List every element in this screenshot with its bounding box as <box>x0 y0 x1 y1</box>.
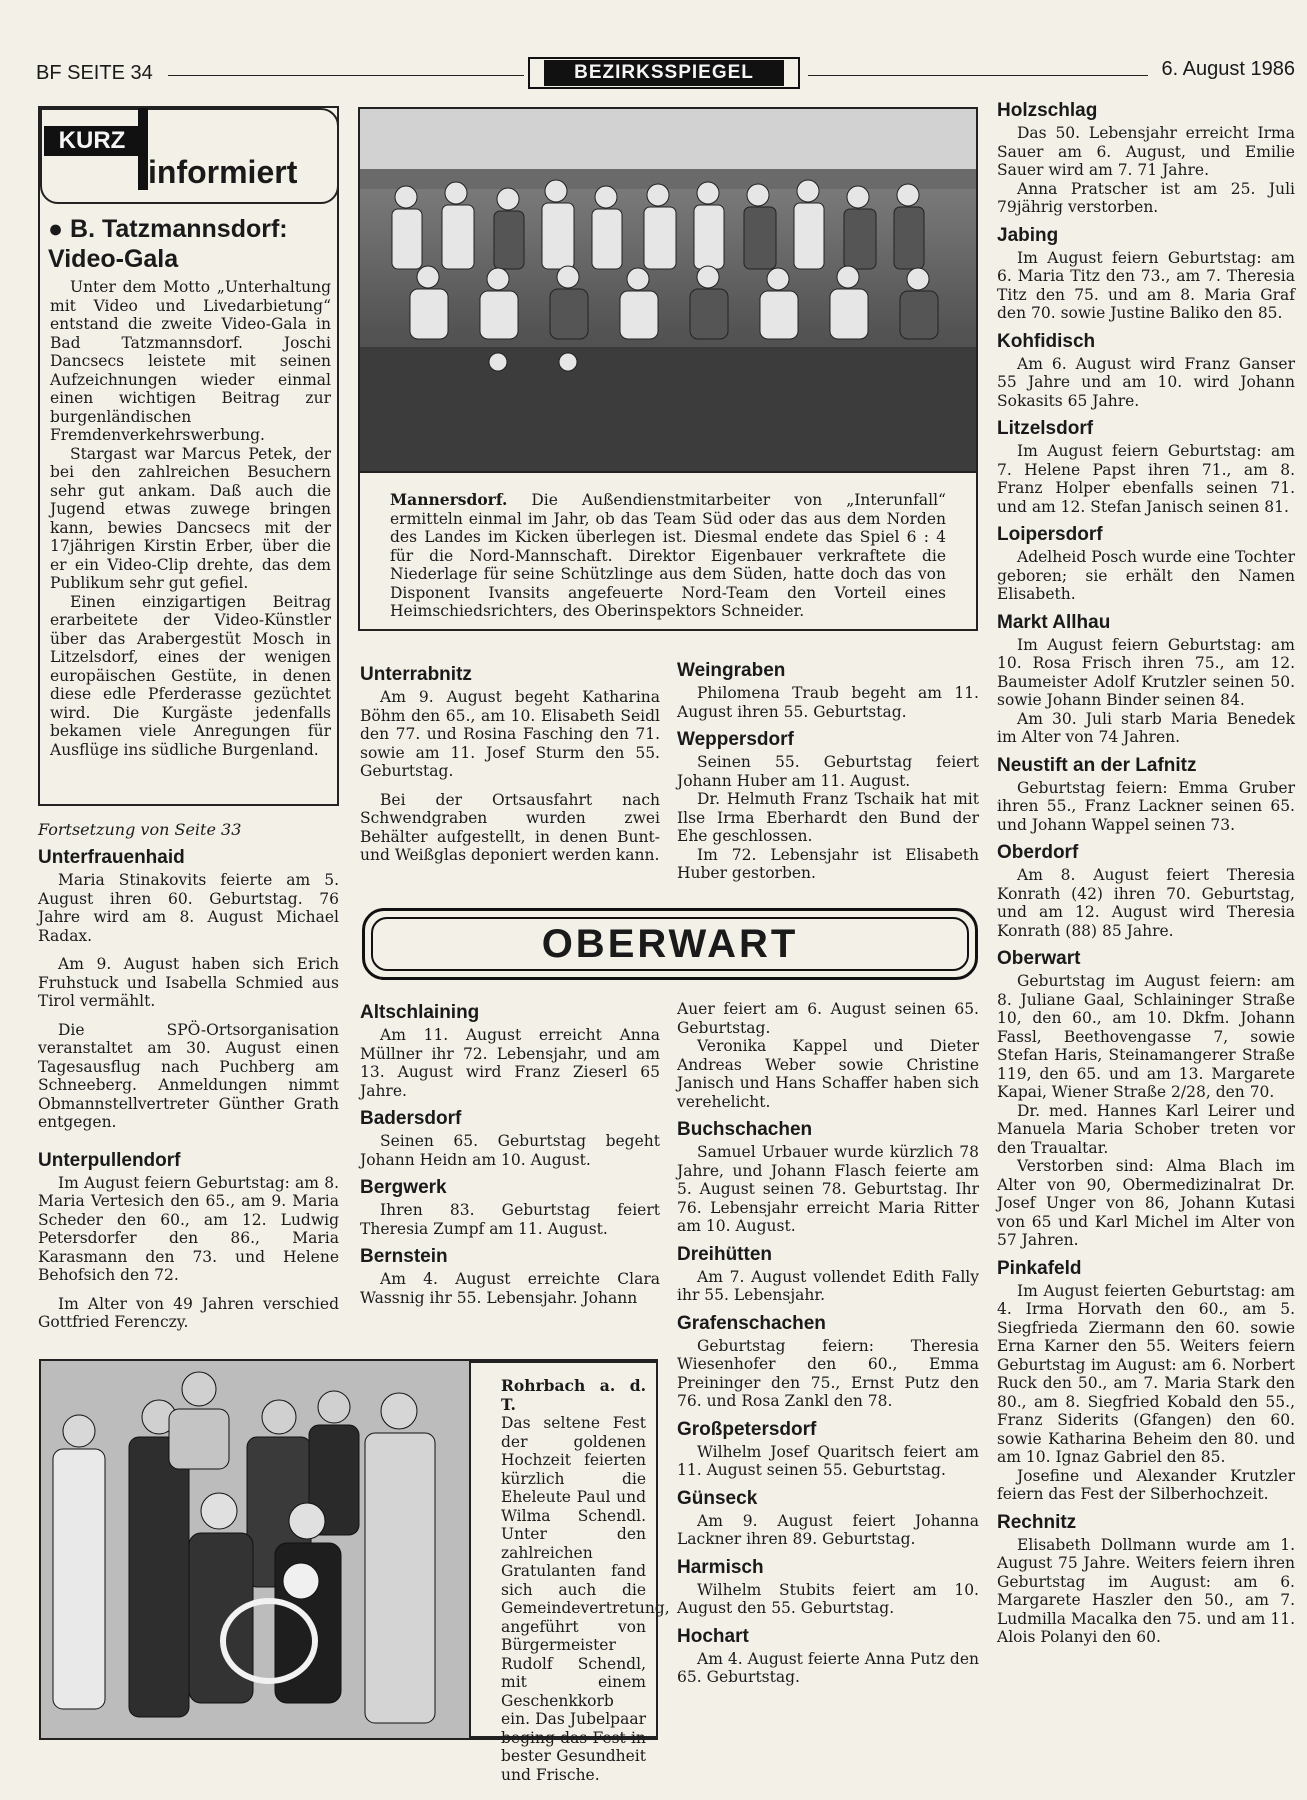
article-paragraph: Anna Pratscher ist am 25. Juli 79jährig verstorben. <box>997 179 1295 216</box>
article-title: Holzschlag <box>997 100 1098 121</box>
article-body <box>677 1337 979 1411</box>
article-body <box>997 779 1295 835</box>
article-paragraph: Ihren 83. Geburtstag feiert Theresia Zumpf am 11. August. <box>360 1201 660 1238</box>
article-paragraph: Philomena Traub begeht am 11. August ihren 55. Geburtstag. <box>677 684 979 721</box>
article-paragraph: Verstorben sind: Alma Blach im Alter von 90, Obermedizinalrat Dr. Josef Unger von 86, Johann Kutasi von 65 und Karl Michel im Alter von 57 Jahren. <box>997 1157 1295 1249</box>
article-title: Großpetersdorf <box>677 1418 817 1440</box>
article-title: Jabing <box>997 224 1059 246</box>
article-paragraph: Im August feiern Geburtstag: am 10. Rosa Frisch ihren 75., am 12. Baumeister Adolf Krutzler seinen 50. sowie Johann Binder seinen 84. <box>997 635 1295 709</box>
header-rule-left <box>168 75 524 76</box>
article-title: Grafenschachen <box>677 1312 826 1334</box>
article-paragraph: Im August feiern Geburtstag: am 8. Maria Vertesich den 65., am 9. Maria Scheder den 60., am 12. Ludwig Petersdorfer den 86., Maria Karasmann den 73. und Helene Behofsich den 72. <box>38 1173 339 1284</box>
article-paragraph: Am 6. August wird Franz Ganser 55 Jahre und am 10. wird Johann Sokasits 65 Jahre. <box>997 354 1295 410</box>
article-title: Dreihütten <box>677 1243 772 1265</box>
article-body <box>677 1650 979 1687</box>
article-paragraph: Elisabeth Dollmann wurde am 1. August 75 Jahre. Weiters feiern ihren Geburtstag im August: am 6. Margarete Haszler den 50., am 7. Ludmilla Macalka den 75. und am 11. Alois Polanyi den 60. <box>997 1535 1295 1646</box>
kurz-informiert-box <box>38 106 339 806</box>
logo-informiert: informiert <box>148 154 298 190</box>
wedding-photo-caption <box>469 1361 670 1784</box>
article-title: Markt Allhau <box>997 611 1111 633</box>
wedding-photo <box>39 1361 469 1738</box>
article-title: Pinkafeld <box>997 1257 1082 1279</box>
article-title: Hochart <box>677 1625 749 1647</box>
article-title: Oberwart <box>997 948 1081 969</box>
column-3-lower <box>677 1000 979 1687</box>
team-photo-caption <box>358 471 978 631</box>
article-title: Neustift an der Lafnitz <box>997 754 1197 776</box>
article-title: Altschlaining <box>360 1002 480 1023</box>
article-title: Rechnitz <box>997 1511 1077 1533</box>
article-title: Litzelsdorf <box>997 418 1094 439</box>
article-paragraph: Im 72. Lebensjahr ist Elisabeth Huber gestorben. <box>677 845 979 882</box>
article-paragraph: Geburtstag feiern: Emma Gruber ihren 55., Franz Lackner seinen 65. und Johann Wappel seinen 73. <box>997 778 1295 834</box>
kurz-paragraph: Einen einzigartigen Beitrag erarbeitete der Video-Künstler über das Arabergestüt Mosch in Litzelsdorf, eines der wenigen europäischen Gestüte, in denen diese edle Pferderasse gezüchtet wird. Die Kurgäste jedenfalls bekamen viele Anregungen für Ausflüge ins südliche Burgenland. <box>50 592 331 759</box>
article-body <box>997 442 1295 516</box>
section-label-text: BEZIRKSSPIEGEL <box>544 60 784 86</box>
article-title: Weingraben <box>677 660 786 681</box>
column-1-articles <box>38 820 339 1332</box>
column-3-upper <box>677 652 979 883</box>
article-body <box>677 1512 979 1549</box>
article-body <box>997 548 1295 604</box>
article-paragraph: Seinen 55. Geburtstag feiert Johann Huber am 11. August. <box>677 753 979 790</box>
article-title: Günseck <box>677 1487 758 1509</box>
kurz-paragraph: Stargast war Marcus Petek, der bei den zahlreichen Besuchern sehr gut ankam. Daß auch die Jugend etwas zuwege bringen kann, bewies Dancsecs mit der 17jährigen Kirstin Erber, über die er ein Video-Clip drehte, das dem Publikum sehr gut gefiel. <box>50 444 331 592</box>
column-2-upper <box>360 656 660 865</box>
article-paragraph: Wilhelm Josef Quaritsch feiert am 11. August seinen 55. Geburtstag. <box>677 1442 979 1479</box>
article-title: Kohfidisch <box>997 330 1096 352</box>
region-banner-oberwart <box>362 908 978 980</box>
header-rule-right <box>808 75 1148 76</box>
article-paragraph: Josefine und Alexander Krutzler feiern das Fest der Silberhochzeit. <box>997 1466 1295 1503</box>
article-title: Unterrabnitz <box>360 664 472 685</box>
article-paragraph: Am 4. August erreichte Clara Wassnig ihr 55. Lebensjahr. Johann <box>360 1270 660 1307</box>
article-title: Bergwerk <box>360 1177 447 1198</box>
kurz-article <box>50 278 331 759</box>
article-paragraph: Am 4. August feierte Anna Putz den 65. Geburtstag. <box>677 1649 979 1686</box>
article-title: Badersdorf <box>360 1108 462 1129</box>
wedding-photo-image <box>39 1361 469 1738</box>
article-title: Buchschachen <box>677 1119 813 1140</box>
article-paragraph: Dr. Helmuth Franz Tschaik hat mit Ilse Irma Eberhardt den Bund der Ehe geschlossen. <box>677 790 979 845</box>
article-paragraph: Am 11. August erreicht Anna Müllner ihr 72. Lebensjahr, und am 13. August wird Franz Zieserl 65 Jahre. <box>360 1026 660 1100</box>
article-body <box>997 1536 1295 1647</box>
kurz-informiert-logo <box>40 108 339 204</box>
team-photo <box>358 107 978 471</box>
article-body <box>360 1132 660 1169</box>
column-4 <box>997 100 1295 1647</box>
caption-text: Die Außendienstmitarbeiter von „Interunfall“ ermitteln einmal im Jahr, ob das Team Süd oder das aus dem Norden des Landes im Kicken überlegen ist. Diesmal endete das Spiel 6 : 4 für die Nord-Mannschaft. Direktor Eigenbauer verkraftete die Niederlage für seine Schützlinge aus dem Süden, hatte doch das von Disponent Ivansits angefeuerte Nord-Team den Vorteil eines Heimschiedsrichters, des Oberinspektors Schneider. <box>390 491 946 620</box>
continuation-note: Fortsetzung von Seite 33 <box>38 820 242 839</box>
article-title: Unterfrauenhaid <box>38 847 185 868</box>
article-paragraph: Seinen 65. Geburtstag begeht Johann Heidn am 10. August. <box>360 1132 660 1169</box>
article-title: Loipersdorf <box>997 524 1103 545</box>
article-paragraph: Im Alter von 49 Jahren verschied Gottfried Ferenczy. <box>38 1294 339 1331</box>
article-body <box>997 1282 1295 1504</box>
article-title: Weppersdorf <box>677 729 794 750</box>
article-body <box>677 1268 979 1305</box>
section-label <box>528 57 800 89</box>
region-banner-text: OBERWART <box>541 921 799 966</box>
article-paragraph: Wilhelm Stubits feiert am 10. August den 55. Geburtstag. <box>677 1580 979 1617</box>
article-body <box>360 1026 660 1100</box>
article-paragraph: Adelheid Posch wurde eine Tochter geboren; sie erhält den Namen Elisabeth. <box>997 548 1295 603</box>
article-body <box>677 1000 979 1111</box>
article-body <box>38 1174 339 1332</box>
article-paragraph: Am 8. August feiert Theresia Konrath (42) ihren 70. Geburtstag, und am 12. August wird Theresia Konrath (88) 85 Jahre. <box>997 866 1295 940</box>
article-title: Bernstein <box>360 1246 448 1267</box>
article-paragraph: Am 7. August vollendet Edith Fally ihr 55. Lebensjahr. <box>677 1267 979 1304</box>
logo-kurz: KURZ <box>44 126 140 156</box>
article-paragraph: Das 50. Lebensjahr erreicht Irma Sauer am 6. August, und Emilie Sauer wird am 7. 71 Jahre. <box>997 124 1295 179</box>
article-paragraph: Am 9. August feiert Johanna Lackner ihren 89. Geburtstag. <box>677 1511 979 1548</box>
article-body <box>997 249 1295 323</box>
article-body <box>997 866 1295 940</box>
article-paragraph: Geburtstag feiern: Theresia Wiesenhofer den 60., Emma Preininger den 75., Ernst Putz den 76. und Rosa Zankl den 78. <box>677 1336 979 1410</box>
article-paragraph: Auer feiert am 6. August seinen 65. Geburtstag. <box>677 1000 979 1037</box>
kurz-paragraph: Unter dem Motto „Unterhaltung mit Video und Livedarbietung“ entstand die zweite Video-Gala in Bad Tatzmannsdorf. Joschi Dancsecs leistete mit seinen Aufzeichnungen wieder einmal einen wichtigen Beitrag zur burgenländischen Fremdenverkehrswerbung. <box>50 278 331 444</box>
article-paragraph: Am 9. August haben sich Erich Fruhstuck und Isabella Schmied aus Tirol vermählt. <box>38 955 339 1010</box>
caption-text: Das seltene Fest der goldenen Hochzeit feierten kürzlich die Eheleute Paul und Wilma Schendl. Unter den zahlreichen Gratulanten fand sich auch die Gemeindevertretung, angeführt von Bürgermeister Rudolf Schendl, mit einem Geschenkkorb ein. Das Jubelpaar beging das Fest in bester Gesundheit und Frische. <box>501 1414 670 1784</box>
article-body <box>360 1270 660 1307</box>
article-body <box>997 124 1295 217</box>
article-title: Unterpullendorf <box>38 1149 181 1171</box>
article-paragraph: Im August feiern Geburtstag: am 6. Maria Titz den 73., am 7. Theresia Titz den 75. und am 8. Maria Graf den 70. sowie Justine Baliko den 85. <box>997 248 1295 322</box>
page-number: BF SEITE 34 <box>36 62 153 84</box>
article-paragraph: Am 9. August begeht Katharina Böhm den 65., am 10. Elisabeth Seidl den 77. und Rosina Fasching den 71. sowie am 11. Josef Sturm den 55. Geburtstag. <box>360 688 660 780</box>
article-paragraph: Dr. med. Hannes Karl Leirer und Manuela Maria Schober treten vor den Traualtar. <box>997 1101 1295 1157</box>
article-body <box>38 871 339 1132</box>
article-paragraph: Bei der Ortsausfahrt nach Schwendgraben wurden zwei Behälter aufgestellt, in denen Bunt- und Weißglas deponiert werden kann. <box>360 790 660 864</box>
article-paragraph: Geburtstag im August feiern: am 8. Juliane Gaal, Schlaininger Straße 10, den 60., am 10. Dkfm. Johann Fassl, Beethovengasse 7, sowie Stefan Haris, Steinamangerer Straße 119, den 65. und am 13. Margarete Kapai, Wiener Straße 2/28, den 70. <box>997 972 1295 1101</box>
caption-place: Rohrbach a. d. T. <box>501 1376 646 1414</box>
article-body <box>997 636 1295 747</box>
article-body <box>677 684 979 721</box>
article-body <box>677 1443 979 1480</box>
article-body <box>997 355 1295 411</box>
article-body <box>360 688 660 865</box>
article-body <box>677 1143 979 1236</box>
article-body <box>677 753 979 883</box>
issue-date: 6. August 1986 <box>1161 58 1295 80</box>
article-body <box>677 1581 979 1618</box>
article-paragraph: Samuel Urbauer wurde kürzlich 78 Jahre, und Johann Flasch feierte am 5. August seinen 78. Geburtstag. Ihr 76. Lebensjahr erreicht Maria Ritter am 10. August. <box>677 1143 979 1235</box>
article-paragraph: Im August feierten Geburtstag: am 4. Irma Horvath den 60., am 5. Siegfrieda Ziermann den 60. sowie Erna Karner den 55. Weiters feiern Geburtstag im August: am 6. Norbert Ruck den 50., am 7. Maria Stark den 80., am 8. Siegfried Kobald den 55., Franz Siderits (Gfangen) den 60. sowie Katharina Beheim den 80. und am 10. Ignaz Gabriel den 85. <box>997 1281 1295 1466</box>
article-body <box>997 972 1295 1250</box>
article-paragraph: Am 30. Juli starb Maria Benedek im Alter von 74 Jahren. <box>997 709 1295 746</box>
article-title: Oberdorf <box>997 842 1079 863</box>
caption-place: Mannersdorf. <box>390 490 508 509</box>
article-title: Harmisch <box>677 1556 764 1578</box>
article-body <box>360 1201 660 1238</box>
team-photo-image <box>358 107 978 471</box>
article-paragraph: Maria Stinakovits feierte am 5. August ihren 60. Geburtstag. 76 Jahre wird am 8. August Michael Radax. <box>38 871 339 945</box>
article-paragraph: Im August feiern Geburtstag: am 7. Helene Papst ihren 71., am 8. Franz Holper ebenfalls seinen 71. und am 12. Stefan Janisch seinen 81. <box>997 442 1295 516</box>
article-paragraph: Die SPÖ-Ortsorganisation veranstaltet am 30. August einen Tagesausflug nach Puchberg am Schneeberg. Anmeldungen nimmt Obmannstellvertreter Günther Grath entgegen. <box>38 1020 339 1131</box>
column-2-lower <box>360 994 660 1307</box>
article-paragraph: Veronika Kappel und Dieter Andreas Weber sowie Christine Janisch und Hans Schaffer haben sich verehelicht. <box>677 1037 979 1111</box>
kurz-headline: ● B. Tatzmannsdorf: Video-Gala <box>48 215 288 273</box>
